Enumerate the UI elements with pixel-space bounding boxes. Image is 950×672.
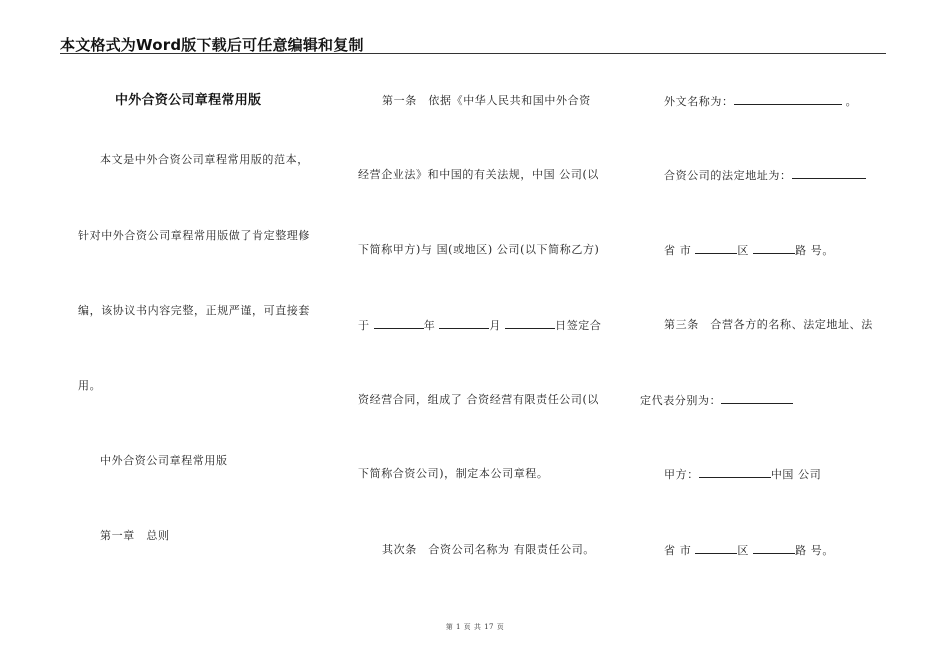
legal-address-label: 合资公司的法定地址为： xyxy=(664,169,792,182)
legal-address-blank xyxy=(792,168,866,179)
subtitle: 中外合资公司章程常用版 xyxy=(100,454,228,467)
address-line-1 xyxy=(664,243,834,258)
foreign-name-line xyxy=(664,94,857,109)
article-3-line-2 xyxy=(640,393,793,408)
month-blank xyxy=(439,318,489,329)
article-1-line-1: 第一条 依据《中华人民共和国中外合资 xyxy=(382,94,591,107)
address-2-prefix: 省 市 xyxy=(664,544,696,557)
article-1-line-4 xyxy=(358,318,602,333)
year-blank xyxy=(374,318,424,329)
address-1-district-blank xyxy=(695,243,737,254)
party-a-blank xyxy=(699,467,771,478)
address-2-district: 区 xyxy=(737,544,754,557)
article-3-line-1: 第三条 合营各方的名称、法定地址、法 xyxy=(664,318,873,331)
day-blank xyxy=(505,318,555,329)
day-label: 日签定合 xyxy=(555,319,602,332)
legal-address-line xyxy=(664,168,866,183)
address-2-road: 路 号。 xyxy=(795,544,835,557)
foreign-name-label: 外文名称为： xyxy=(664,95,734,108)
year-label: 年 xyxy=(423,319,440,332)
address-1-road-blank xyxy=(753,243,795,254)
page-number: 第 1 页 共 17 页 xyxy=(445,623,505,631)
address-line-2 xyxy=(664,543,834,558)
party-a-line xyxy=(664,467,821,482)
foreign-name-blank xyxy=(734,94,842,105)
representatives-label: 定代表分别为： xyxy=(640,394,722,407)
intro-line-3: 编，该协议书内容完整，正规严谨，可直接套 xyxy=(78,304,310,317)
intro-line-4: 用。 xyxy=(78,379,102,392)
intro-line-2: 针对中外合资公司章程常用版做了肯定整理修 xyxy=(78,229,310,242)
representatives-blank xyxy=(721,393,793,404)
intro-line-1: 本文是中外合资公司章程常用版的范本， xyxy=(100,153,309,166)
article-1-line-2: 经营企业法》和中国的有关法规，中国 公司(以 xyxy=(358,168,599,181)
month-label: 月 xyxy=(489,319,506,332)
party-a-company: 中国 公司 xyxy=(770,468,822,481)
article-2-line-1: 其次条 合资公司名称为 有限责任公司。 xyxy=(382,543,595,556)
party-a-label: 甲方： xyxy=(664,468,699,481)
address-1-district: 区 xyxy=(737,244,754,257)
foreign-name-end: 。 xyxy=(845,95,858,108)
header-divider xyxy=(60,53,886,54)
date-prefix: 于 xyxy=(358,319,374,332)
article-1-line-5: 资经营合同，组成了 合资经营有限责任公司(以 xyxy=(358,393,599,406)
address-2-road-blank xyxy=(753,543,795,554)
article-1-line-3: 下简称甲方)与 国(或地区) 公司(以下简称乙方) xyxy=(358,243,600,256)
address-1-road: 路 号。 xyxy=(795,244,835,257)
article-1-line-6: 下简称合资公司)，制定本公司章程。 xyxy=(358,467,549,480)
header-title: 本文格式为Word版下载后可任意编辑和复制 xyxy=(60,36,364,54)
chapter-heading: 第一章 总则 xyxy=(100,529,170,542)
address-1-prefix: 省 市 xyxy=(664,244,696,257)
address-2-district-blank xyxy=(695,543,737,554)
document-title: 中外合资公司章程常用版 xyxy=(115,93,262,108)
